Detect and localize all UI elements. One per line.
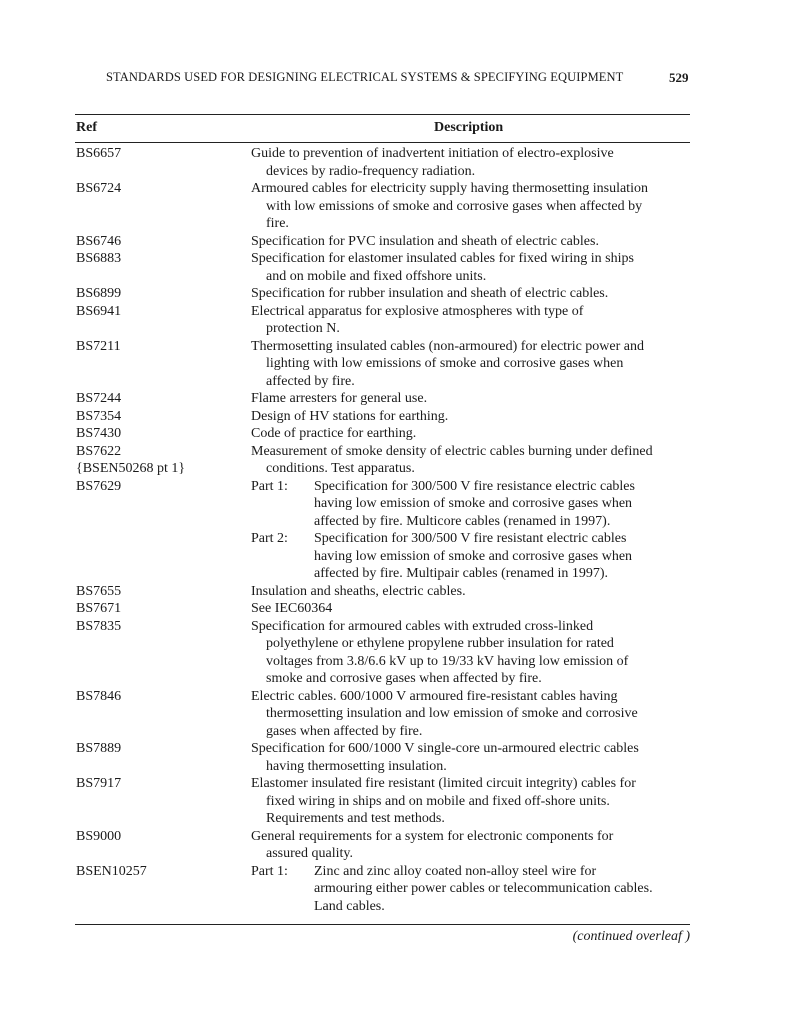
- table-row: [0, 828, 786, 863]
- description-cell: [251, 390, 786, 408]
- ref-code: BS7835: [76, 618, 122, 634]
- description-line: having low emission of smoke and corrosive gases when: [314, 548, 633, 564]
- table-row: [0, 338, 786, 391]
- description-cell: [251, 443, 786, 478]
- ref-code: BS7354: [76, 408, 122, 424]
- description-line: Thermosetting insulated cables (non-armoured) for electric power and: [251, 338, 645, 354]
- ref-cell: [76, 828, 121, 846]
- description-cell: [251, 618, 786, 688]
- ref-cell: [76, 583, 121, 601]
- description-cell: [251, 688, 786, 741]
- description-line: polyethylene or ethylene propylene rubber insulation for rated: [266, 636, 614, 651]
- description-line: affected by fire.: [266, 373, 355, 389]
- ref-cell: [76, 775, 121, 793]
- description-line: Code of practice for earthing.: [251, 426, 417, 441]
- description-line: General requirements for a system for electronic components for: [251, 828, 614, 844]
- ref-code: BS7671: [76, 601, 122, 616]
- description-line: conditions. Test apparatus.: [266, 461, 415, 476]
- ref-cell: [76, 863, 147, 881]
- description-cell: [251, 233, 786, 251]
- description-line: affected by fire. Multicore cables (renamed in 1997).: [314, 513, 611, 529]
- ref-code: BS7211: [76, 338, 121, 354]
- description-line: Elastomer insulated fire resistant (limited circuit integrity) cables for: [251, 776, 636, 791]
- ref-cell: [76, 285, 121, 303]
- description-cell: [251, 583, 786, 601]
- ref-code: BS7846: [76, 688, 122, 704]
- table-row: [0, 233, 786, 251]
- description-line: Zinc and zinc alloy coated non-alloy steel wire for: [314, 863, 597, 879]
- table-row: [0, 583, 786, 601]
- table-row: [0, 250, 786, 285]
- table-row: [0, 775, 786, 828]
- part-label: Part 2:: [251, 531, 288, 546]
- description-cell: [251, 250, 786, 285]
- part-label: Part 1:: [251, 863, 288, 879]
- description-line: Specification for 300/500 V fire resistance electric cables: [314, 478, 635, 494]
- description-line: assured quality.: [266, 846, 353, 861]
- description-line: Land cables.: [314, 898, 385, 914]
- table-row: [0, 618, 786, 688]
- description-cell: [251, 145, 786, 180]
- ref-cell: [76, 338, 121, 356]
- ref-cell: [76, 600, 121, 618]
- description-line: Electric cables. 600/1000 V armoured fire-resistant cables having: [251, 688, 618, 704]
- description-line: Specification for 600/1000 V single-core un-armoured electric cables: [251, 741, 639, 756]
- description-cell: [251, 775, 786, 828]
- ref-cell: [76, 180, 121, 198]
- table-bottom-rule: [75, 924, 690, 925]
- ref-cell: [76, 145, 121, 163]
- table-top-rule: [75, 114, 690, 115]
- ref-code: BS7430: [76, 426, 122, 441]
- table-row: [0, 425, 786, 443]
- ref-cell: [76, 303, 121, 321]
- table-row: [0, 740, 786, 775]
- ref-code: BS7244: [76, 391, 122, 406]
- part-text: [314, 863, 786, 916]
- table-row: [0, 303, 786, 338]
- table-row: [0, 145, 786, 180]
- description-line: voltages from 3.8/6.6 kV up to 19/33 kV having low emission of: [266, 653, 629, 669]
- ref-cell: [76, 443, 185, 478]
- table-row: [0, 180, 786, 233]
- description-line: Design of HV stations for earthing.: [251, 408, 449, 424]
- ref-cell: [76, 618, 121, 636]
- description-line: gases when affected by fire.: [266, 723, 423, 739]
- description-line: lighting with low emissions of smoke and corrosive gases when: [266, 356, 624, 371]
- ref-cell: [76, 425, 121, 443]
- description-line: Specification for elastomer insulated cables for fixed wiring in ships: [251, 251, 634, 266]
- ref-cell: [76, 478, 121, 496]
- ref-code: BS7629: [76, 478, 122, 494]
- description-line: Measurement of smoke density of electric cables burning under defined: [251, 443, 653, 459]
- table-header-rule: [75, 142, 690, 143]
- ref-code: BS9000: [76, 828, 122, 844]
- description-cell: [251, 425, 786, 443]
- description-cell: [251, 863, 786, 916]
- ref-code: BS6899: [76, 286, 122, 301]
- description-cell: [251, 478, 786, 583]
- ref-code: BS7889: [76, 741, 122, 756]
- description-line: smoke and corrosive gases when affected by fire.: [266, 671, 542, 686]
- description-line: Specification for rubber insulation and sheath of electric cables.: [251, 286, 609, 301]
- description-cell: [251, 180, 786, 233]
- page-number: 529: [669, 70, 689, 85]
- description-cell: [251, 828, 786, 863]
- ref-code: BSEN10257: [76, 863, 147, 879]
- description-line: fixed wiring in ships and on mobile and fixed off-shore units.: [266, 793, 610, 809]
- ref-cell: [76, 390, 121, 408]
- ref-code: BS6883: [76, 251, 122, 266]
- column-header-ref: Ref: [76, 120, 97, 135]
- ref-code: {BSEN50268 pt 1}: [76, 461, 186, 476]
- ref-code: BS7655: [76, 583, 122, 599]
- description-cell: [251, 600, 786, 618]
- running-head: STANDARDS USED FOR DESIGNING ELECTRICAL SYSTEMS & SPECIFYING EQUIPMENT: [106, 70, 624, 84]
- description-line: Flame arresters for general use.: [251, 391, 428, 406]
- description-cell: [251, 285, 786, 303]
- ref-code: BS6941: [76, 303, 122, 319]
- description-line: devices by radio-frequency radiation.: [266, 163, 476, 179]
- description-line: and on mobile and fixed offshore units.: [266, 268, 487, 284]
- description-line: with low emissions of smoke and corrosive gases when affected by: [266, 198, 643, 214]
- description-line: Requirements and test methods.: [266, 811, 445, 826]
- description-line: Electrical apparatus for explosive atmospheres with type of: [251, 303, 584, 319]
- description-line: armouring either power cables or telecommunication cables.: [314, 881, 653, 896]
- standards-table-body: [0, 145, 786, 915]
- continued-note: (continued overleaf ): [572, 929, 690, 944]
- description-cell: [251, 303, 786, 338]
- ref-code: BS6746: [76, 233, 122, 249]
- description-line: having low emission of smoke and corrosive gases when: [314, 496, 633, 511]
- description-line: Specification for PVC insulation and sheath of electric cables.: [251, 233, 599, 249]
- table-row: [0, 600, 786, 618]
- description-line: having thermosetting insulation.: [266, 758, 447, 774]
- column-header-description: Description: [434, 120, 504, 135]
- table-row: [0, 390, 786, 408]
- description-line: Insulation and sheaths, electric cables.: [251, 583, 466, 599]
- description-part: [251, 478, 786, 531]
- table-row: [0, 478, 786, 583]
- ref-cell: [76, 688, 121, 706]
- description-line: Specification for 300/500 V fire resistant electric cables: [314, 531, 627, 546]
- table-row: [0, 688, 786, 741]
- description-cell: [251, 740, 786, 775]
- ref-cell: [76, 250, 121, 268]
- description-line: Guide to prevention of inadvertent initiation of electro-explosive: [251, 146, 614, 161]
- table-row: [0, 408, 786, 426]
- table-row: [0, 863, 786, 916]
- description-part: [251, 530, 786, 583]
- description-part: [251, 863, 786, 916]
- table-row: [0, 443, 786, 478]
- description-line: protection N.: [266, 321, 340, 336]
- part-text: [314, 478, 786, 531]
- part-text: [314, 530, 786, 583]
- ref-code: BS7622: [76, 443, 122, 459]
- description-line: Armoured cables for electricity supply having thermosetting insulation: [251, 181, 648, 196]
- table-row: [0, 285, 786, 303]
- ref-code: BS6657: [76, 146, 122, 161]
- description-line: affected by fire. Multipair cables (renamed in 1997).: [314, 566, 609, 581]
- description-cell: [251, 408, 786, 426]
- description-line: thermosetting insulation and low emission of smoke and corrosive: [266, 706, 638, 721]
- ref-cell: [76, 740, 121, 758]
- ref-cell: [76, 233, 121, 251]
- description-cell: [251, 338, 786, 391]
- ref-cell: [76, 408, 121, 426]
- description-line: fire.: [266, 216, 289, 231]
- description-line: See IEC60364: [251, 601, 333, 616]
- ref-code: BS6724: [76, 181, 122, 196]
- part-label: Part 1:: [251, 478, 288, 494]
- ref-code: BS7917: [76, 776, 122, 791]
- description-line: Specification for armoured cables with extruded cross-linked: [251, 618, 594, 634]
